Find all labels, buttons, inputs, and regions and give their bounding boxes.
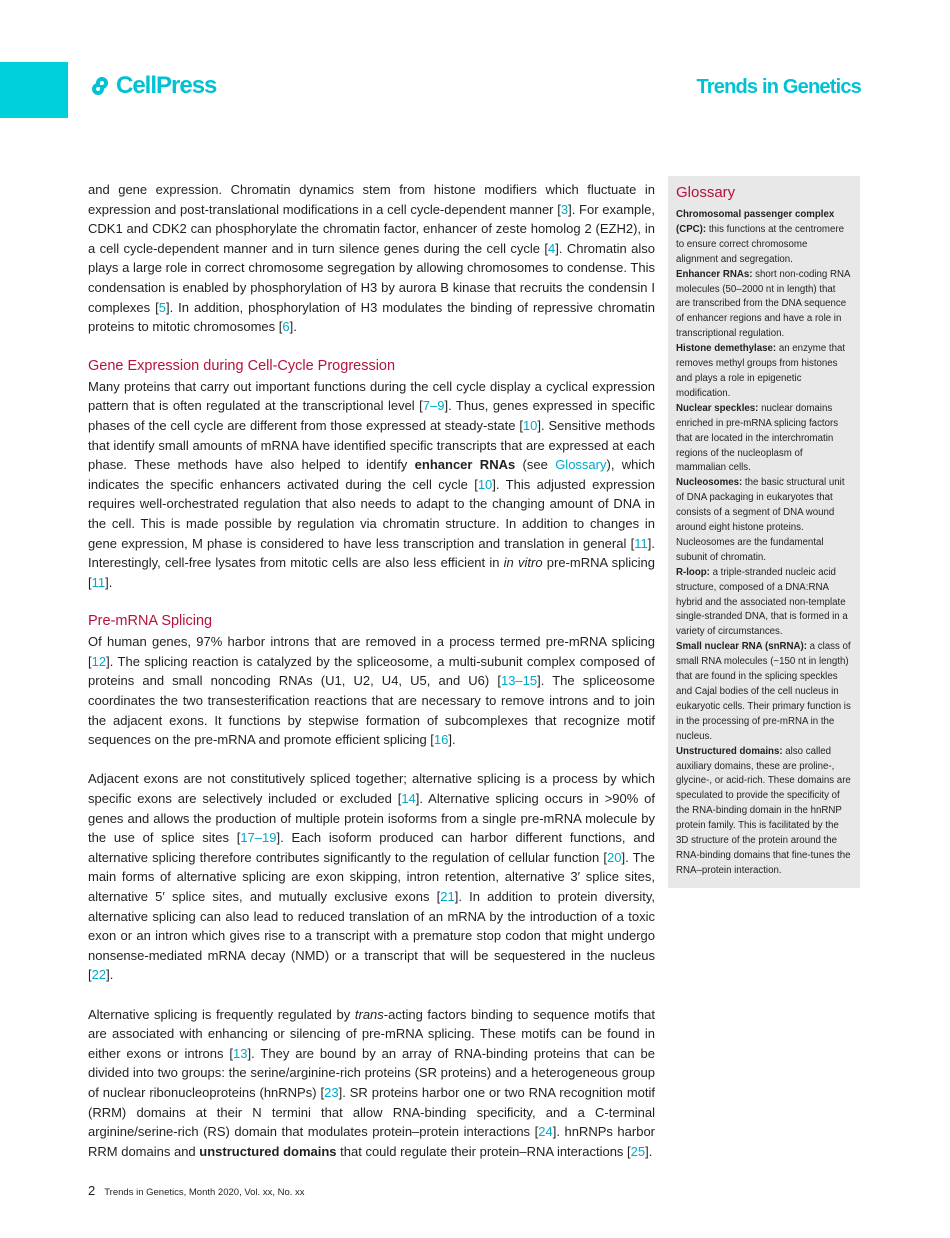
glossary-term: Small nuclear RNA (snRNA): xyxy=(676,641,807,653)
text-run: (see xyxy=(515,457,556,473)
page-number: 2 xyxy=(88,1183,96,1199)
glossary-entry xyxy=(676,402,852,477)
main-text xyxy=(88,180,655,1161)
glossary-entry xyxy=(676,208,852,268)
glossary-entry xyxy=(676,640,852,744)
text-run: Adjacent exons are not constitutively spliced together; alternative splicing is a process by which specific exons are selectively included or excluded [ xyxy=(88,771,655,807)
reference-link[interactable]: 23 xyxy=(324,1084,339,1100)
reference-link[interactable]: 16 xyxy=(433,732,449,748)
text-run: ]. The main forms of alternative splicing are exon skipping, intron retention, alternative 3′ splice sites, alternative 5′ splice sites, and mutually exclusive exons [ xyxy=(88,849,655,904)
text-run: ]. The spliceosome coordinates the two transesterification reactions that are necessary to remove introns and to join the adjacent exons. It functions by stepwise formation of subcomplexes that recognize motif sequences on the pre-mRNA and promote efficient splicing [ xyxy=(88,673,655,748)
reference-link[interactable]: 6 xyxy=(282,319,290,335)
reference-link[interactable]: 14 xyxy=(401,791,416,807)
text-run: ]. This adjusted expression requires well-orchestrated regulation that also needs to adapt to the changing amount of DNA in the cell. This is made possible by regulation via chromatin structure. In addition to changes in gene expression, M phase is considered to have less transcription and translation in general [ xyxy=(88,476,655,551)
text-run: in vitro xyxy=(503,555,543,571)
body-paragraph xyxy=(88,1005,655,1162)
text-run: Many proteins that carry out important functions during the cell cycle display a cyclical expression pattern that is often regulated at the transcriptional level [ xyxy=(88,378,655,414)
reference-link[interactable]: 22 xyxy=(91,967,107,983)
text-run: ]. Alternative splicing occurs in >90% of genes and allows the production of multiple protein isoforms from a single pre-mRNA molecule by the use of splice sites [ xyxy=(88,791,655,846)
glossary-term: enhancer RNAs xyxy=(414,457,516,473)
glossary-box xyxy=(668,176,860,888)
text-run: that could regulate their protein–RNA interactions [ xyxy=(336,1143,631,1159)
glossary-term: Nucleosomes: xyxy=(676,477,743,489)
reference-link[interactable]: 11 xyxy=(634,535,648,551)
glossary-entry xyxy=(676,566,852,641)
reference-link[interactable]: 25 xyxy=(630,1143,646,1159)
text-run: ]. xyxy=(105,574,113,590)
text-run: ]. SR proteins harbor one or two RNA recognition motif (RRM) domains at their N termini that allow RNA-binding specificity, and a C-terminal arginine/serine-rich (RS) domain that modulates protein–protein interactions [ xyxy=(88,1084,656,1140)
glossary-term: Histone demethylase: xyxy=(676,343,777,355)
glossary-definition: a class of small RNA molecules (~150 nt in length) that are found in the splicing speckles and Cajal bodies of the cell nucleus in eukaryotic cells. Their primary function is in the processing of pre-mRNA in the nucleus. xyxy=(676,641,851,742)
reference-link[interactable]: 3 xyxy=(560,201,569,217)
glossary-term: unstructured domains xyxy=(199,1143,337,1159)
text-run: ]. Interestingly, cell-free lysates from mitotic cells are also less efficient in xyxy=(88,535,655,571)
section-heading: Gene Expression during Cell-Cycle Progression xyxy=(88,357,396,374)
body-paragraph xyxy=(88,769,655,985)
text-run: ]. xyxy=(645,1143,653,1159)
glossary-entry xyxy=(676,342,852,402)
glossary-entry xyxy=(676,745,852,879)
reference-link[interactable]: 13 xyxy=(233,1045,248,1061)
left-column xyxy=(88,180,655,1238)
glossary-definition: also called auxiliary domains, these are proline-, glycine-, or acid-rich. These domains are speculated to provide the specificity of the RNA-binding domain in the hnRNP protein family. This is facilitated by the 3D structure of the protein around the RNA-binding domains that fine-tunes the RNA–protein interaction. xyxy=(676,745,851,876)
text-run: ]. They are bound by an array of RNA-binding proteins that can be divided into two groups: the serine/arginine-rich proteins (SR proteins) and a heterogeneous group of nuclear ribonucleoproteins (hnRNPs) [ xyxy=(88,1045,655,1100)
glossary-term: R-loop: xyxy=(676,566,710,578)
glossary-list xyxy=(676,208,852,879)
text-run: trans xyxy=(354,1006,384,1022)
body-paragraph xyxy=(88,180,655,337)
reference-link[interactable]: 17–19 xyxy=(240,830,277,846)
text-run: ]. In addition to protein diversity, alternative splicing can also lead to reduced translation of an mRNA by the introduction of a toxic exon or an intron which gives rise to a transcript with a premature stop codon that might undergo nonsense-mediated mRNA decay (NMD) or a transcript that will be sequestered in the nucleus [ xyxy=(88,889,656,983)
reference-link[interactable]: 21 xyxy=(440,889,455,904)
text-run: Of human genes, 97% harbor introns that are removed in a process termed pre-mRNA splicing [ xyxy=(88,634,655,669)
text-run: ]. Chromatin also plays a large role in correct chromosome segregation by allowing chromosomes to condense. This condensation is enabled by phosphorylation of H3 by aurora B kinase that recruits the condensin I complexes [ xyxy=(88,240,656,315)
text-run: ]. xyxy=(106,967,114,983)
reference-link[interactable]: 24 xyxy=(538,1124,553,1140)
text-run: ), which indicates the specific enhancers activated during the cell cycle [ xyxy=(88,457,656,492)
text-run: ]. The splicing reaction is catalyzed by the spliceosome, a multi-subunit complex composed of proteins and small noncoding RNAs (U1, U2, U4, U5, and U6) [ xyxy=(88,653,655,689)
reference-link[interactable]: 12 xyxy=(91,653,107,669)
text-run: ]. For example, CDK1 and CDK2 can phosphorylate the chromatin factor, enhancer of zeste homolog 2 (EZH2), in a cell cycle-dependent manner and in turn silence genes during the cell cycle [ xyxy=(88,201,655,256)
glossary-definition: the basic structural unit of DNA packaging in eukaryotes that consists of a segment of DNA wound around eight histone proteins. Nucleosomes are the fundamental subunit of chromatin. xyxy=(676,477,845,563)
text-run: ]. xyxy=(448,732,456,748)
text-run: ]. xyxy=(289,319,297,335)
body-paragraph xyxy=(88,377,655,593)
glossary-entry xyxy=(676,268,852,343)
text-run: Alternative splicing is frequently regulated by xyxy=(88,1006,355,1022)
glossary-entry xyxy=(676,476,852,565)
text-run: ]. In addition, phosphorylation of H3 modulates the binding of repressive chromatin proteins to mitotic chromosomes [ xyxy=(88,299,655,335)
glossary-definition: nuclear domains enriched in pre-mRNA splicing factors that are located in the interchromatin regions of the nucleoplasm of mammalian cells. xyxy=(676,402,839,474)
text-run: and gene expression. Chromatin dynamics stem from histone modifiers which fluctuate in expression and post-translational modifications in a cell cycle-dependent manner [ xyxy=(88,182,655,217)
text-run: ]. Each isoform produced can harbor different functions, and alternative splicing therefore contributes significantly to the regulation of cellular function [ xyxy=(88,830,656,865)
glossary-term: Unstructured domains: xyxy=(676,745,783,757)
reference-link[interactable]: 20 xyxy=(606,849,622,865)
section-heading: Pre-mRNA Splicing xyxy=(88,613,213,630)
glossary-term: Enhancer RNAs: xyxy=(676,268,753,280)
glossary-term: Chromosomal passenger complex (CPC): xyxy=(676,209,835,235)
reference-link[interactable]: 11 xyxy=(91,574,106,590)
journal-title: Trends in Genetics xyxy=(696,76,861,98)
text-run: ]. Sensitive methods that identify small amounts of mRNA have identified specific transcripts that are expressed at each phase. These methods have also helped to identify xyxy=(88,417,655,473)
reference-link[interactable]: Glossary xyxy=(555,457,607,473)
text-run: -acting factors binding to sequence motifs that are associated with enhancing or silencing of pre-mRNA splicing. These motifs can be found in either exons or introns [ xyxy=(88,1006,655,1061)
text-run: ]. Thus, genes expressed in specific phases of the cell cycle are different from those expressed at steady-state [ xyxy=(88,398,655,433)
reference-link[interactable]: 10 xyxy=(522,417,538,433)
reference-link[interactable]: 10 xyxy=(477,476,493,492)
reference-link[interactable]: 13–15 xyxy=(500,673,538,689)
reference-link[interactable]: 7–9 xyxy=(422,398,445,414)
reference-link[interactable]: 5 xyxy=(158,299,166,315)
glossary-definition: this functions at the centromere to ensure correct chromosome alignment and segregation. xyxy=(676,223,844,265)
body-paragraph xyxy=(88,632,655,750)
glossary-title: Glossary xyxy=(676,184,736,201)
text-run: pre-mRNA splicing [ xyxy=(88,555,655,590)
footer-citation: Trends in Genetics, Month 2020, Vol. xx, No. xx xyxy=(104,1187,305,1199)
glossary-definition: short non-coding RNA molecules (50–2000 nt in length) that are transcribed from the DNA sequence of enhancer regions and have a role in transcriptional regulation. xyxy=(676,268,850,340)
publisher-name: CellPress xyxy=(116,72,217,99)
glossary-definition: a triple-stranded nucleic acid structure, composed of a DNA:RNA hybrid and the associated non-template single-stranded DNA, that is formed in a variety of circumstances. xyxy=(676,566,848,638)
page-footer xyxy=(88,1183,655,1238)
reference-link[interactable]: 4 xyxy=(548,240,556,256)
glossary-term: Nuclear speckles: xyxy=(676,402,759,414)
glossary-definition: an enzyme that removes methyl groups from histones and plays a role in epigenetic modification. xyxy=(676,343,846,399)
text-run: ]. hnRNPs harbor RRM domains and xyxy=(88,1124,656,1159)
